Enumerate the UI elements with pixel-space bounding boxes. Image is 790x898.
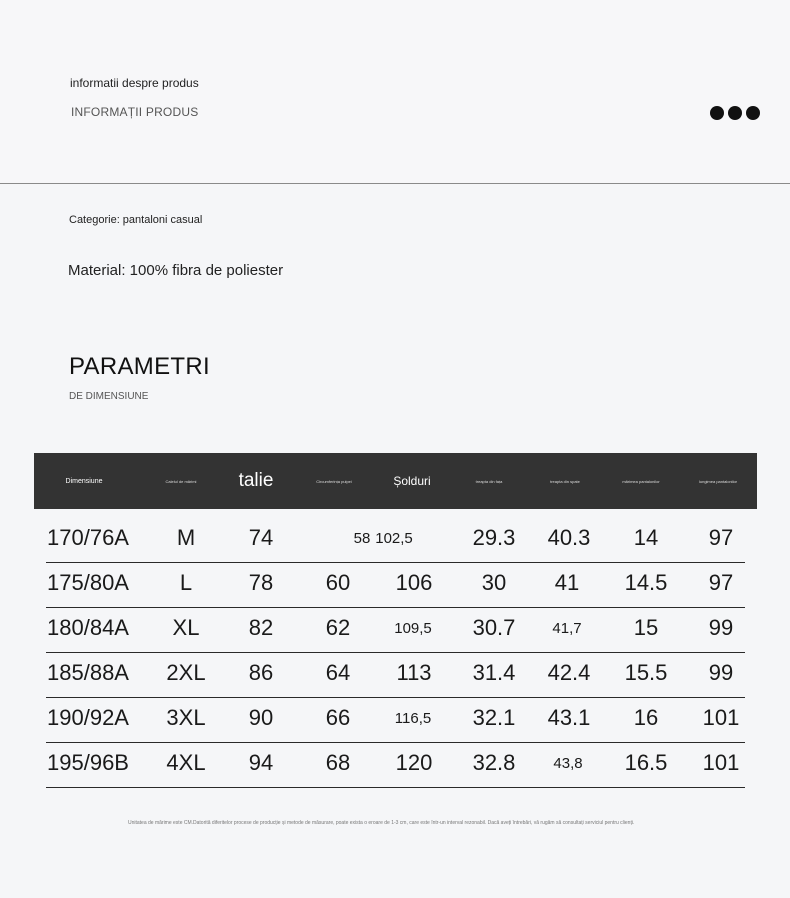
cell-size: XL: [172, 615, 200, 640]
cell-leg-opening: 15.5: [624, 660, 668, 685]
cell-front-rise: 30.7: [472, 615, 516, 640]
cell-length: 101: [702, 750, 740, 775]
cell-hips: 120: [395, 750, 433, 775]
cell-thigh: 68: [325, 750, 351, 775]
header-size-chart: Calelul de mărimi: [165, 478, 197, 484]
cell-waist: 86: [248, 660, 274, 685]
cell-dimension: 180/84A: [47, 615, 129, 640]
cell-length: 97: [708, 525, 734, 550]
header-leg-opening: mărimea pantalonilor: [622, 478, 660, 484]
cell-waist: 78: [248, 570, 274, 595]
cell-back-rise: 43.1: [547, 705, 591, 730]
cell-leg-opening: 14: [633, 525, 659, 550]
header-front-rise: treapta din fața: [475, 478, 503, 484]
cell-waist: 74: [248, 525, 274, 550]
cell-dimension: 195/96B: [47, 750, 129, 775]
product-info-header: [0, 0, 790, 184]
cell-dimension: 185/88A: [47, 660, 129, 685]
table-row: [46, 652, 745, 698]
cell-size: M: [176, 525, 196, 550]
cell-dimension: 170/76A: [47, 525, 129, 550]
size-params-title: PARAMETRI: [69, 353, 210, 380]
header-hips: Șolduri: [393, 474, 431, 488]
cell-dimension: 190/92A: [47, 705, 129, 730]
cell-waist: 82: [248, 615, 274, 640]
cell-thigh: 58: [353, 530, 371, 547]
cell-hips: 102,5: [375, 530, 413, 547]
more-dots-icon[interactable]: [710, 106, 760, 120]
cell-length: 99: [708, 660, 734, 685]
cell-back-rise: 41: [554, 570, 580, 595]
cell-leg-opening: 16.5: [624, 750, 668, 775]
cell-leg-opening: 16: [633, 705, 659, 730]
cell-back-rise: 43,8: [553, 755, 583, 772]
cell-size: L: [179, 570, 193, 595]
cell-front-rise: 30: [481, 570, 507, 595]
cell-dimension: 175/80A: [47, 570, 129, 595]
cell-waist: 90: [248, 705, 274, 730]
table-row: [46, 517, 745, 563]
cell-length: 97: [708, 570, 734, 595]
cell-thigh: 66: [325, 705, 351, 730]
cell-length: 99: [708, 615, 734, 640]
table-row: [46, 607, 745, 653]
cell-thigh: 64: [325, 660, 351, 685]
cell-back-rise: 42.4: [547, 660, 591, 685]
product-category: Categorie: pantaloni casual: [69, 214, 203, 226]
cell-front-rise: 31.4: [472, 660, 516, 685]
header-subtitle: INFORMAȚII PRODUS: [71, 105, 199, 119]
header-title: informatii despre produs: [70, 76, 199, 90]
cell-hips: 109,5: [394, 620, 432, 637]
product-material: Material: 100% fibra de poliester: [68, 262, 284, 279]
cell-front-rise: 29.3: [472, 525, 516, 550]
cell-leg-opening: 15: [633, 615, 659, 640]
cell-size: 4XL: [166, 750, 206, 775]
header-thigh: Circumferința pulpei: [316, 478, 352, 484]
size-footnote: Unitatea de mărime este CM.Datorită diferitelor procese de producție și metode de măsurare, poate exista o eroare de 1-3 cm, care este într-un interval rezonabil. Dacă aveți întrebări, vă rugăm să consultați serviciul pentru clienți.: [128, 820, 635, 826]
cell-thigh: 60: [325, 570, 351, 595]
cell-length: 101: [702, 705, 740, 730]
cell-hips: 113: [396, 660, 432, 685]
cell-hips: 106: [395, 570, 433, 595]
header-length: lungimea pantalonilor: [698, 478, 738, 484]
table-row: [46, 742, 745, 788]
cell-leg-opening: 14.5: [624, 570, 668, 595]
header-back-rise: treapta din spate: [550, 478, 580, 484]
cell-hips: 116,5: [394, 710, 432, 727]
table-row: [46, 562, 745, 608]
size-table-header: [34, 453, 757, 509]
cell-waist: 94: [248, 750, 274, 775]
dot: [746, 106, 760, 120]
cell-front-rise: 32.1: [472, 705, 516, 730]
cell-size: 2XL: [166, 660, 206, 685]
dot: [710, 106, 724, 120]
table-row: [46, 697, 745, 743]
dot: [728, 106, 742, 120]
cell-size: 3XL: [166, 705, 206, 730]
size-params-subtitle: DE DIMENSIUNE: [69, 391, 149, 402]
header-dimension: Dimensiune: [65, 477, 103, 485]
cell-front-rise: 32.8: [472, 750, 516, 775]
header-waist: talie: [238, 470, 274, 491]
cell-back-rise: 40.3: [547, 525, 591, 550]
cell-thigh: 62: [325, 615, 351, 640]
cell-back-rise: 41,7: [552, 620, 582, 637]
